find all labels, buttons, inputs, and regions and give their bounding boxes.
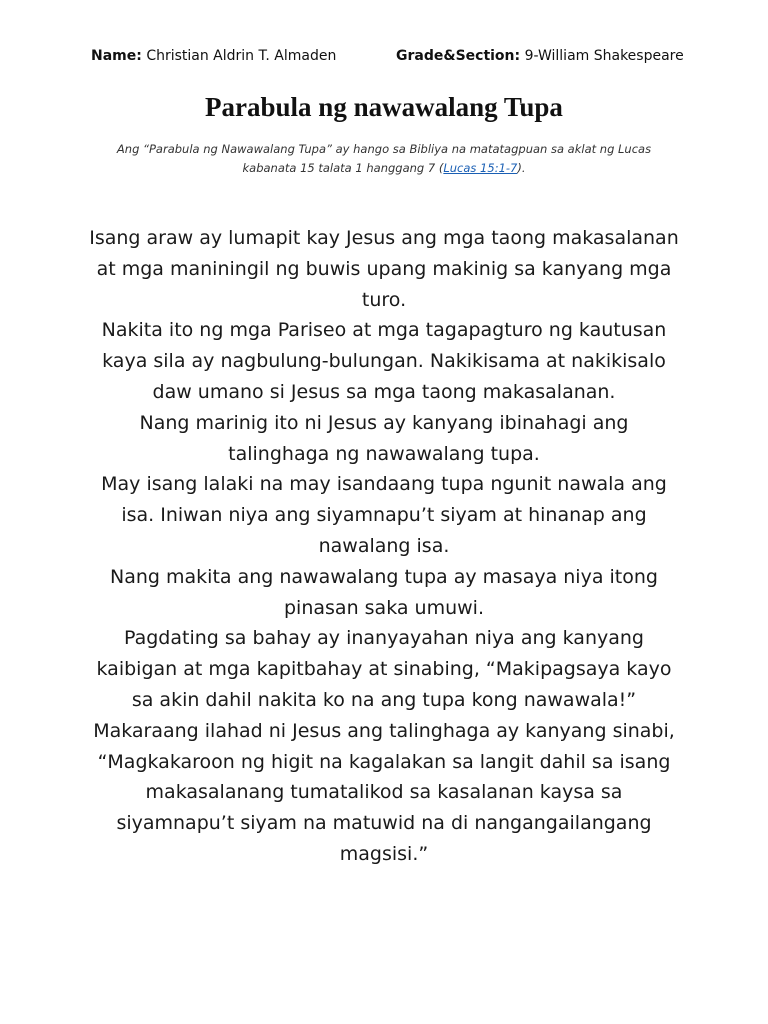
grade-section-label: Grade&Section: bbox=[396, 48, 521, 64]
name-field bbox=[91, 48, 336, 64]
paragraph: Pagdating sa bahay ay inanyayahan niya ang kanyang kaibigan at mga kapitbahay at sinabing, “Makipagsaya kayo sa akin dahil nakita ko na ang tupa kong nawawala!” bbox=[96, 627, 672, 711]
grade-section-value: 9-William Shakespeare bbox=[524, 48, 684, 64]
name-value: Christian Aldrin T. Almaden bbox=[146, 48, 337, 64]
paragraph: Isang araw ay lumapit kay Jesus ang mga taong makasalanan at mga maniningil ng buwis upang makinig sa kanyang mga turo. bbox=[89, 227, 679, 311]
paragraph: Nang marinig ito ni Jesus ay kanyang ibinahagi ang talinghaga ng nawawalang tupa. bbox=[139, 411, 629, 465]
page-title: Parabula ng nawawalang Tupa bbox=[205, 92, 563, 122]
paragraph: Makaraang ilahad ni Jesus ang talinghaga ay kanyang sinabi, “Magkakaroon ng higit na kagalakan sa langit dahil sa isang makasalanang tumatalikod sa kasalanan kaysa sa siyamnapu’t siyam na matuwid na di nangangailangang magsisi.” bbox=[93, 719, 675, 865]
source-note bbox=[84, 140, 684, 178]
paragraph: May isang lalaki na may isandaang tupa ngunit nawala ang isa. Iniwan niya ang siyamnapu’t siyam at hinanap ang nawalang isa. bbox=[101, 473, 667, 557]
source-note-line1: Ang “Parabula ng Nawawalang Tupa” ay hango sa Bibliya na matatagpuan sa aklat ng Lucas bbox=[116, 142, 652, 156]
parable-body bbox=[86, 223, 682, 870]
source-note-line2-suffix: ). bbox=[517, 161, 526, 175]
paragraph: Nang makita ang nawawalang tupa ay masaya niya itong pinasan saka umuwi. bbox=[110, 565, 658, 619]
bible-reference-link[interactable]: Lucas 15:1-7 bbox=[443, 161, 518, 175]
name-label: Name: bbox=[91, 48, 142, 64]
source-note-line2-prefix: kabanata 15 talata 1 hanggang 7 ( bbox=[242, 161, 444, 175]
grade-section-field bbox=[396, 48, 684, 64]
paragraph: Nakita ito ng mga Pariseo at mga tagapagturo ng kautusan kaya sila ay nagbulung-bulungan. Nakikisama at nakikisalo daw umano si Jesus sa mga taong makasalanan. bbox=[101, 319, 667, 403]
student-header bbox=[0, 48, 768, 68]
